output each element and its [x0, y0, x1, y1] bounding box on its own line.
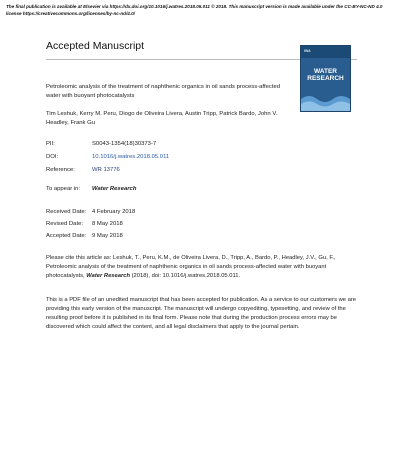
reference-label: Reference: — [46, 167, 75, 173]
citation-paragraph — [46, 254, 358, 281]
page-heading: Accepted Manuscript — [46, 40, 145, 52]
license-notice: The final publication is available at Elsevier via https://dx.doi.org/10.1016/j.watres.2018.05.011 © 2018. This manuscript version is made available under the CC-BY-NC-ND 4.0 license https://creativecommons.org/licenses/by-nc-nd/4.0/ — [6, 4, 383, 17]
citation-suffix: (2018), doi: 10.1016/j.watres.2018.05.011. — [130, 273, 241, 279]
citation-journal: Water Research — [86, 273, 130, 279]
cover-publisher-logo: IWA — [304, 49, 311, 53]
pii-value: S0043-1354(18)30373-7 — [92, 141, 157, 147]
pii-row — [46, 140, 156, 148]
doi-label: DOI: — [46, 154, 59, 160]
cover-title — [301, 68, 350, 82]
doi-row — [46, 153, 169, 161]
revised-date-row — [46, 220, 123, 228]
cover-title-line2: RESEARCH — [307, 75, 344, 82]
accepted-date-row — [46, 232, 123, 240]
author-list: Tim Leshuk, Kerry M. Peru, Diogo de Oliveira Livera, Austin Tripp, Patrick Bardo, John V. Headley, Frank Gu — [46, 111, 278, 126]
cover-title-line1: WATER — [314, 68, 337, 75]
journal-name: Water Research — [92, 186, 137, 192]
revised-date-label: Revised Date: — [46, 221, 83, 227]
pii-label: PII: — [46, 141, 55, 147]
reference-row — [46, 166, 120, 174]
to-appear-row — [46, 185, 136, 193]
received-date-label: Received Date: — [46, 209, 87, 215]
received-date-row — [46, 208, 135, 216]
accepted-date-label: Accepted Date: — [46, 233, 87, 239]
doi-link[interactable]: 10.1016/j.watres.2018.05.011 — [92, 154, 170, 160]
cover-wave-graphic — [301, 91, 350, 111]
accepted-date-value: 9 May 2018 — [92, 233, 123, 239]
reference-value: WR 13776 — [92, 167, 120, 173]
journal-cover-image — [300, 45, 351, 112]
article-title: Petroleomic analysis of the treatment of naphthenic organics in oil sands process-affected water with buoyant photocatalysts — [46, 84, 281, 99]
received-date-value: 4 February 2018 — [92, 209, 136, 215]
citation-prefix: Please cite this article as: Leshuk, T., Peru, K.M., de Oliveira Livera, D., Tripp, A., Bardo, P., Headley, J.V., Gu, F., Petroleomic analysis of the treatment of naphthenic organics in oil sands process-affected water with buoyant photocatalysts, — [46, 255, 336, 279]
to-appear-label: To appear in: — [46, 186, 81, 192]
revised-date-value: 8 May 2018 — [92, 221, 123, 227]
pdf-disclaimer: This is a PDF file of an unedited manuscript that has been accepted for publication. As a service to our customers we are providing this early version of the manuscript. The manuscript will undergo copyediting, typesetting, and review of the resulting proof before it is published in its final form. Please note that during the production process errors may be discovered which could affect the content, and all legal disclaimers that apply to the journal pertain. — [46, 297, 356, 330]
